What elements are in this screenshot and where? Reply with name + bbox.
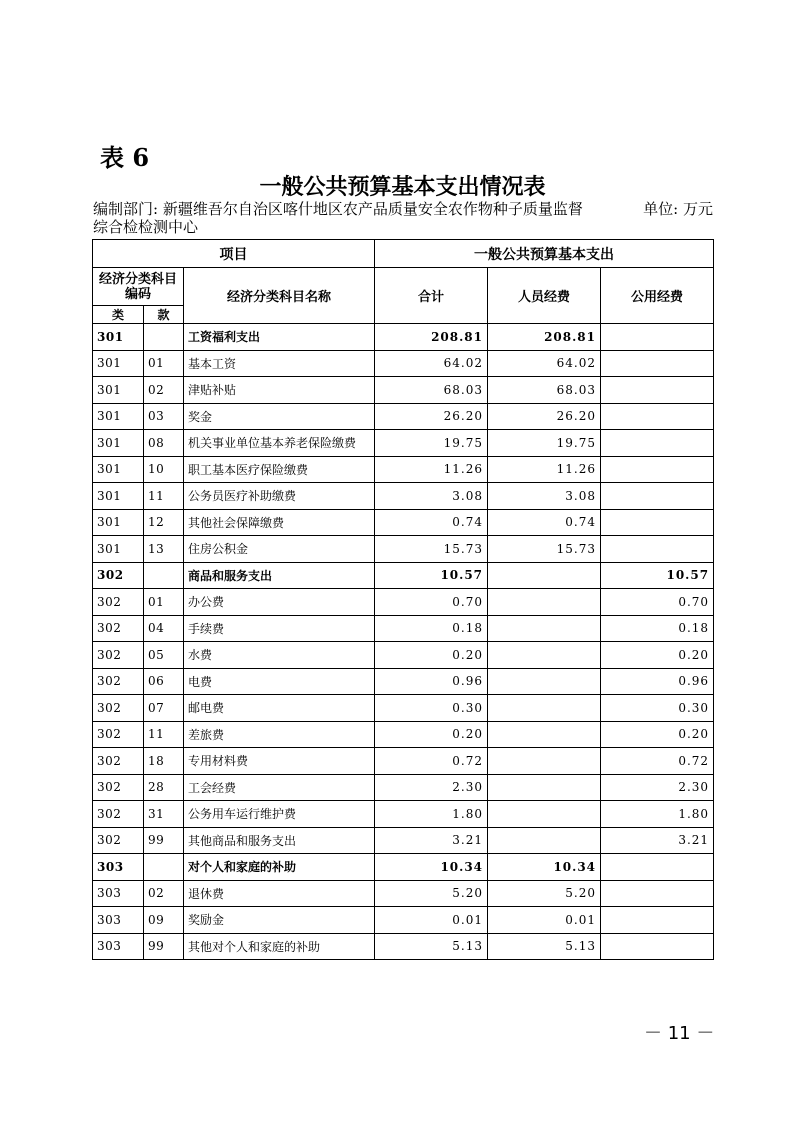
cell-item-name: 公务用车运行维护费 — [184, 801, 375, 828]
cell-personnel: 26.20 — [488, 403, 601, 430]
cell-item-name: 手续费 — [184, 615, 375, 642]
table-row — [93, 933, 714, 960]
cell-class-code: 303 — [93, 933, 144, 960]
cell-public: 0.20 — [601, 721, 714, 748]
cell-public — [601, 880, 714, 907]
cell-class-code: 303 — [93, 880, 144, 907]
table-row — [93, 668, 714, 695]
header-row-1 — [93, 240, 714, 268]
cell-item-name: 机关事业单位基本养老保险缴费 — [184, 430, 375, 457]
cell-personnel — [488, 695, 601, 722]
cell-total: 5.20 — [375, 880, 488, 907]
cell-personnel: 19.75 — [488, 430, 601, 457]
cell-item-code: 01 — [144, 350, 184, 377]
table-row — [93, 615, 714, 642]
cell-public: 0.20 — [601, 642, 714, 669]
cell-public — [601, 430, 714, 457]
cell-total: 0.72 — [375, 748, 488, 775]
cell-item-code: 08 — [144, 430, 184, 457]
cell-public — [601, 350, 714, 377]
cell-personnel — [488, 589, 601, 616]
cell-public — [601, 403, 714, 430]
table-row — [93, 509, 714, 536]
cell-total: 3.08 — [375, 483, 488, 510]
cell-total: 0.20 — [375, 642, 488, 669]
table-row — [93, 880, 714, 907]
header-project: 项目 — [93, 240, 375, 268]
cell-public — [601, 324, 714, 351]
cell-personnel: 15.73 — [488, 536, 601, 563]
cell-item-name: 住房公积金 — [184, 536, 375, 563]
cell-total: 15.73 — [375, 536, 488, 563]
cell-personnel — [488, 748, 601, 775]
cell-class-code: 301 — [93, 403, 144, 430]
cell-total: 0.20 — [375, 721, 488, 748]
cell-public: 10.57 — [601, 562, 714, 589]
unit-label: 单位: 万元 — [643, 200, 713, 218]
cell-public: 0.70 — [601, 589, 714, 616]
cell-item-code: 18 — [144, 748, 184, 775]
cell-item-code: 03 — [144, 403, 184, 430]
cell-class-code: 301 — [93, 536, 144, 563]
cell-public: 0.96 — [601, 668, 714, 695]
cell-personnel — [488, 721, 601, 748]
cell-item-name: 专用材料费 — [184, 748, 375, 775]
cell-public — [601, 483, 714, 510]
table-row — [93, 774, 714, 801]
cell-personnel: 208.81 — [488, 324, 601, 351]
table-row — [93, 642, 714, 669]
cell-personnel — [488, 668, 601, 695]
cell-item-code: 06 — [144, 668, 184, 695]
cell-public — [601, 456, 714, 483]
cell-personnel: 5.13 — [488, 933, 601, 960]
cell-total: 0.74 — [375, 509, 488, 536]
table-row — [93, 748, 714, 775]
cell-class-code: 302 — [93, 615, 144, 642]
cell-class-code: 302 — [93, 562, 144, 589]
table-row — [93, 377, 714, 404]
cell-item-code: 04 — [144, 615, 184, 642]
cell-item-name: 办公费 — [184, 589, 375, 616]
header-econ-code: 经济分类科目编码 — [93, 268, 184, 306]
header-personnel: 人员经费 — [488, 268, 601, 324]
cell-public — [601, 854, 714, 881]
cell-class-code: 303 — [93, 854, 144, 881]
header-item: 款 — [144, 306, 184, 324]
cell-class-code: 301 — [93, 324, 144, 351]
cell-public: 0.30 — [601, 695, 714, 722]
cell-item-code: 02 — [144, 377, 184, 404]
cell-total: 10.34 — [375, 854, 488, 881]
cell-item-name: 奖励金 — [184, 907, 375, 934]
cell-total: 0.96 — [375, 668, 488, 695]
cell-personnel — [488, 827, 601, 854]
cell-item-name: 电费 — [184, 668, 375, 695]
budget-table — [92, 239, 714, 960]
header-public: 公用经费 — [601, 268, 714, 324]
cell-total: 2.30 — [375, 774, 488, 801]
cell-total: 0.70 — [375, 589, 488, 616]
cell-public: 1.80 — [601, 801, 714, 828]
table-label: 表 6 — [100, 143, 150, 172]
cell-personnel: 64.02 — [488, 350, 601, 377]
cell-public — [601, 907, 714, 934]
header-total: 合计 — [375, 268, 488, 324]
cell-total: 10.57 — [375, 562, 488, 589]
cell-personnel — [488, 615, 601, 642]
cell-class-code: 303 — [93, 907, 144, 934]
table-row — [93, 403, 714, 430]
cell-total: 5.13 — [375, 933, 488, 960]
cell-class-code: 301 — [93, 377, 144, 404]
cell-item-code: 11 — [144, 721, 184, 748]
cell-public — [601, 377, 714, 404]
cell-item-code: 07 — [144, 695, 184, 722]
page-title: 一般公共预算基本支出情况表 — [259, 174, 546, 200]
table-row — [93, 721, 714, 748]
header-budget: 一般公共预算基本支出 — [375, 240, 714, 268]
cell-class-code: 302 — [93, 827, 144, 854]
cell-item-code — [144, 562, 184, 589]
cell-personnel — [488, 642, 601, 669]
cell-item-name: 水费 — [184, 642, 375, 669]
cell-item-code: 28 — [144, 774, 184, 801]
table-row — [93, 456, 714, 483]
page-number: － 11 － — [644, 1023, 715, 1044]
cell-item-code: 05 — [144, 642, 184, 669]
cell-public: 2.30 — [601, 774, 714, 801]
cell-public — [601, 933, 714, 960]
department-line-1: 编制部门: 新疆维吾尔自治区喀什地区农产品质量安全农作物种子质量监督 — [93, 200, 583, 218]
cell-personnel — [488, 562, 601, 589]
cell-item-code — [144, 854, 184, 881]
cell-item-code — [144, 324, 184, 351]
header-econ-name: 经济分类科目名称 — [184, 268, 375, 324]
table-row — [93, 801, 714, 828]
cell-total: 68.03 — [375, 377, 488, 404]
cell-personnel: 68.03 — [488, 377, 601, 404]
department-line-2: 综合检检测中心 — [93, 218, 199, 236]
cell-item-code: 99 — [144, 827, 184, 854]
cell-item-name: 公务员医疗补助缴费 — [184, 483, 375, 510]
department-info — [93, 200, 713, 236]
cell-class-code: 301 — [93, 430, 144, 457]
cell-public: 0.72 — [601, 748, 714, 775]
header-row-2 — [93, 268, 714, 306]
cell-item-name: 差旅费 — [184, 721, 375, 748]
table-row — [93, 324, 714, 351]
table-row — [93, 854, 714, 881]
cell-class-code: 302 — [93, 748, 144, 775]
cell-item-name: 其他社会保障缴费 — [184, 509, 375, 536]
cell-total: 64.02 — [375, 350, 488, 377]
cell-item-code: 01 — [144, 589, 184, 616]
cell-item-code: 31 — [144, 801, 184, 828]
cell-class-code: 302 — [93, 721, 144, 748]
cell-item-name: 工会经费 — [184, 774, 375, 801]
cell-item-code: 02 — [144, 880, 184, 907]
cell-item-name: 其他商品和服务支出 — [184, 827, 375, 854]
cell-class-code: 302 — [93, 695, 144, 722]
cell-item-name: 基本工资 — [184, 350, 375, 377]
table-row — [93, 536, 714, 563]
cell-item-code: 99 — [144, 933, 184, 960]
cell-personnel: 0.74 — [488, 509, 601, 536]
cell-public: 3.21 — [601, 827, 714, 854]
cell-item-name: 津贴补贴 — [184, 377, 375, 404]
cell-personnel: 10.34 — [488, 854, 601, 881]
cell-class-code: 301 — [93, 483, 144, 510]
cell-item-code: 11 — [144, 483, 184, 510]
cell-personnel: 3.08 — [488, 483, 601, 510]
cell-item-code: 10 — [144, 456, 184, 483]
cell-item-name: 奖金 — [184, 403, 375, 430]
cell-item-name: 退休费 — [184, 880, 375, 907]
cell-class-code: 302 — [93, 668, 144, 695]
cell-class-code: 302 — [93, 801, 144, 828]
cell-item-name: 邮电费 — [184, 695, 375, 722]
cell-personnel: 0.01 — [488, 907, 601, 934]
table-row — [93, 350, 714, 377]
cell-total: 0.30 — [375, 695, 488, 722]
table-row — [93, 483, 714, 510]
cell-class-code: 302 — [93, 642, 144, 669]
cell-personnel — [488, 801, 601, 828]
cell-item-code: 09 — [144, 907, 184, 934]
table-row — [93, 695, 714, 722]
table-row — [93, 907, 714, 934]
cell-item-name: 商品和服务支出 — [184, 562, 375, 589]
header-class: 类 — [93, 306, 144, 324]
cell-total: 0.18 — [375, 615, 488, 642]
cell-total: 26.20 — [375, 403, 488, 430]
table-row — [93, 562, 714, 589]
table-row — [93, 589, 714, 616]
cell-class-code: 301 — [93, 456, 144, 483]
cell-item-name: 对个人和家庭的补助 — [184, 854, 375, 881]
cell-total: 11.26 — [375, 456, 488, 483]
cell-public — [601, 509, 714, 536]
cell-personnel: 5.20 — [488, 880, 601, 907]
cell-total: 0.01 — [375, 907, 488, 934]
cell-total: 208.81 — [375, 324, 488, 351]
cell-public: 0.18 — [601, 615, 714, 642]
cell-item-code: 12 — [144, 509, 184, 536]
cell-total: 3.21 — [375, 827, 488, 854]
cell-item-code: 13 — [144, 536, 184, 563]
table-row — [93, 827, 714, 854]
cell-class-code: 301 — [93, 509, 144, 536]
cell-personnel: 11.26 — [488, 456, 601, 483]
cell-class-code: 301 — [93, 350, 144, 377]
cell-public — [601, 536, 714, 563]
cell-item-name: 工资福利支出 — [184, 324, 375, 351]
cell-personnel — [488, 774, 601, 801]
cell-total: 19.75 — [375, 430, 488, 457]
table-body — [93, 324, 714, 960]
cell-total: 1.80 — [375, 801, 488, 828]
table-row — [93, 430, 714, 457]
cell-class-code: 302 — [93, 774, 144, 801]
cell-class-code: 302 — [93, 589, 144, 616]
cell-item-name: 其他对个人和家庭的补助 — [184, 933, 375, 960]
cell-item-name: 职工基本医疗保险缴费 — [184, 456, 375, 483]
